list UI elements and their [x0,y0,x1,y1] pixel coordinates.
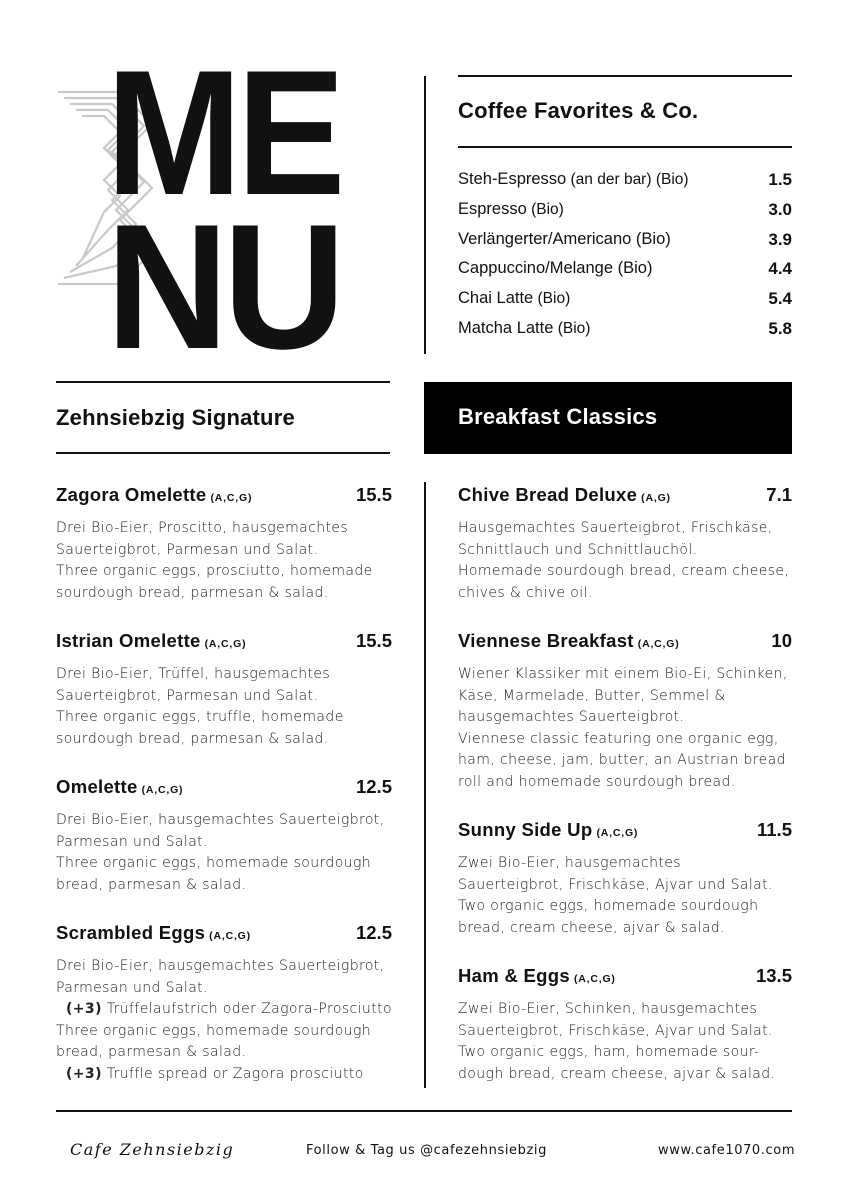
coffee-section-title: Coffee Favorites & Co. [458,98,699,123]
dish-price: 15.5 [355,630,392,651]
desc-line: bread, parmesan & salad. [56,1044,247,1060]
signature-dish [56,922,392,1085]
desc-line: Drei Bio-Eier, hausgemachtes Sauerteigbrot, [56,958,385,974]
footer-website[interactable]: www.cafe1070.com [658,1143,796,1158]
desc-line: Sauerteigbrot, Parmesan und Salat. [56,541,319,558]
breakfast-header-box [424,382,792,454]
desc-line: chives & chive oil. [458,584,593,601]
coffee-item-label: Cappuccino/Melange (Bio) [458,259,653,278]
menu-logo-line1: ME [106,52,340,232]
dish-description [458,853,792,939]
coffee-item-price: 5.8 [768,319,792,338]
dish-name: Ham & Eggs [458,965,570,986]
desc-line: Two organic eggs, ham, homemade sour- [458,1044,760,1060]
coffee-item-price: 3.9 [768,229,792,249]
desc-line: ham, cheese, jam, butter, an Austrian bread [458,752,786,768]
coffee-item-price: 4.4 [768,259,792,279]
desc-line: roll and homemade sourdough bread. [458,773,736,790]
footer-rule [56,1110,792,1112]
dish-name: Omelette [56,776,138,797]
desc-line: Sauerteigbrot, Parmesan und Salat. [56,687,319,704]
dish-name: Istrian Omelette [56,630,201,651]
coffee-item-label: Verlängerter/Americano (Bio) [458,229,671,248]
desc-line: Zwei Bio-Eier, hausgemachtes [458,855,681,871]
coffee-item [458,200,792,224]
column-divider-bottom [424,482,426,1088]
coffee-item-price: 3.0 [768,199,792,219]
dish-description [56,956,392,1085]
signature-dish [56,630,392,750]
dish-description [458,664,792,793]
dish-allergens: (A,C,G) [141,784,184,796]
coffee-item-label: Matcha Latte [458,319,554,337]
coffee-item-name [458,200,564,219]
desc-line: Hausgemachtes Sauerteigbrot, Frischkäse, [458,520,773,536]
menu-logo-graphic [56,52,356,352]
desc-line: Schnittlauch und Schnittlauchöl. [458,541,698,558]
desc-line: Three organic eggs, prosciutto, homemade [56,563,373,579]
dish-description [458,999,792,1085]
menu-logo [56,52,356,352]
signature-rule-top [56,381,390,383]
coffee-item [458,289,792,313]
desc-line: Drei Bio-Eier, Proscitto, hausgemachtes [56,520,349,536]
addon-line [56,999,392,1021]
dish-allergens: (A,C,G) [596,827,639,839]
desc-line: Zwei Bio-Eier, Schinken, hausgemachtes [458,1001,758,1017]
desc-line: Three organic eggs, truffle, homemade [56,709,344,725]
desc-line: Homemade sourdough bread, cream cheese, [458,563,790,579]
coffee-item-label: Espresso [458,199,527,218]
desc-line: sourdough bread, parmesan & salad. [56,730,329,747]
addon-price: (+3) [66,1065,102,1082]
desc-line: Two organic eggs, homemade sourdough [458,898,759,914]
desc-line: hausgemachtes Sauerteigbrot. [458,709,685,725]
dish-price: 15.5 [355,484,392,505]
desc-line: Drei Bio-Eier, Trüffel, hausgemachtes [56,666,331,682]
coffee-item-name [458,319,590,338]
coffee-item-name [458,230,671,249]
dish-price: 11.5 [757,819,792,840]
dish-name: Zagora Omelette [56,484,207,505]
signature-section-title: Zehnsiebzig Signature [56,405,295,430]
coffee-item [458,319,792,343]
dish-name: Chive Bread Deluxe [458,484,638,505]
desc-line: Three organic eggs, homemade sourdough [56,1022,372,1039]
dish-allergens: (A,G) [641,492,671,504]
dish-price: 13.5 [755,965,792,986]
desc-line: Käse, Marmelade, Butter, Semmel & [458,687,726,704]
desc-line: Viennese classic featuring one organic egg, [458,730,779,747]
desc-line: Parmesan und Salat. [56,833,208,850]
footer-brand: Cafe Zehnsiebzig [70,1140,235,1159]
desc-line: Parmesan und Salat. [56,979,208,996]
dish-description [56,664,392,750]
footer-social[interactable]: Follow & Tag us @cafezehnsiebzig [306,1143,547,1158]
coffee-item-price: 5.4 [768,289,792,309]
dish-price: 10 [771,630,792,651]
coffee-item-note: (Bio) [526,200,564,218]
coffee-item-note: (Bio) [533,290,571,308]
coffee-item-note: (an der bar) (Bio) [566,171,689,188]
breakfast-dish [458,630,792,793]
addon-price: (+3) [66,1001,102,1017]
dish-name: Scrambled Eggs [56,922,206,943]
desc-line: Drei Bio-Eier, hausgemachtes Sauerteigbrot, [56,812,385,828]
dish-description [56,810,392,896]
coffee-item-name [458,170,689,189]
desc-line: Sauerteigbrot, Frischkäse, Ajvar und Salat. [458,876,773,893]
dish-allergens: (A,C,G) [204,638,247,650]
dish-description [56,518,392,604]
coffee-item-price: 1.5 [768,170,792,189]
coffee-rule-bottom [458,146,792,148]
menu-logo-line2: NU [106,187,340,352]
column-divider-top [424,76,426,354]
coffee-item [458,170,792,194]
coffee-item-name [458,289,570,308]
dish-price: 7.1 [766,484,792,505]
coffee-item [458,230,792,254]
addon-text: Truffle spread or Zagora prosciutto [101,1065,364,1082]
dish-name: Sunny Side Up [458,819,593,840]
desc-line: Wiener Klassiker mit einem Bio-Ei, Schinken, [458,666,788,682]
desc-line: dough bread, cream cheese, ajvar & salad. [458,1065,776,1082]
dish-description [458,518,792,604]
breakfast-dish [458,819,792,939]
signature-dish [56,776,392,896]
signature-dish [56,484,392,604]
coffee-item [458,259,792,283]
breakfast-dish [458,965,792,1085]
addon-line [56,1064,392,1086]
desc-line: bread, cream cheese, ajvar & salad. [458,919,725,936]
dish-allergens: (A,C,G) [209,930,251,942]
dish-allergens: (A,C,G) [573,973,616,985]
dish-price: 12.5 [355,922,392,943]
dish-price: 12.5 [355,776,392,797]
desc-line: bread, parmesan & salad. [56,876,247,893]
desc-line: Sauerteigbrot, Frischkäse, Ajvar und Salat. [458,1022,773,1039]
breakfast-section-title: Breakfast Classics [458,404,658,429]
coffee-rule-top [458,75,792,77]
desc-line: Three organic eggs, homemade sourdough [56,855,372,871]
coffee-item-label: Chai Latte [458,289,534,308]
coffee-item-name [458,259,652,278]
coffee-item-label: Steh-Espresso [458,170,567,188]
dish-allergens: (A,C,G) [210,492,253,504]
breakfast-dish [458,484,792,604]
coffee-item-note: (Bio) [553,320,591,337]
desc-line: sourdough bread, parmesan & salad. [56,584,329,601]
signature-rule-bottom [56,452,390,454]
addon-text: Trüffelaufstrich oder Zagora-Prosciutto [101,1001,392,1017]
dish-allergens: (A,C,G) [637,638,680,650]
dish-name: Viennese Breakfast [458,630,634,651]
